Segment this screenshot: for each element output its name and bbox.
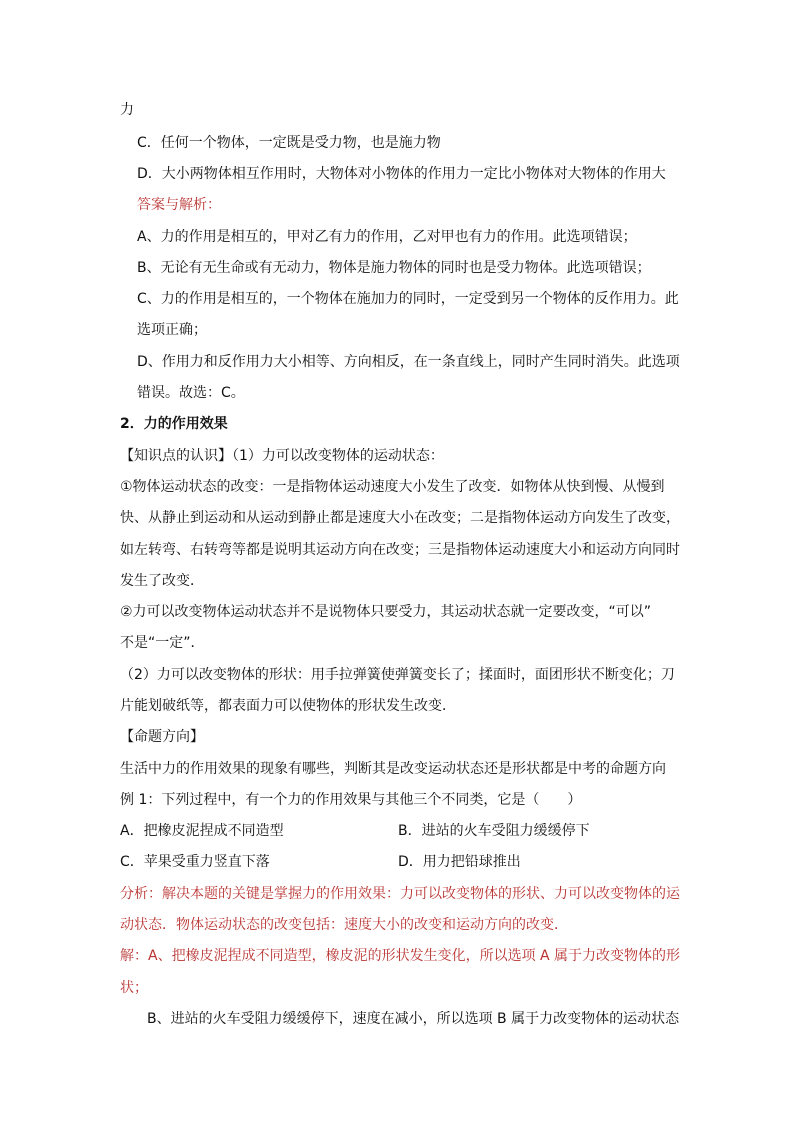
knowledge-item-1-line-3: 如左转弯、右转弯等都是说明其运动方向在改变；三是指物体运动速度大小和运动方向同时 (120, 542, 680, 558)
knowledge-item-1-line-4: 发生了改变． (120, 573, 204, 589)
knowledge-item-1-line-1: ①物体运动状态的改变：一是指物体运动速度大小发生了改变．如物体从快到慢、从慢到 (120, 479, 665, 495)
option-c-line: C．任何一个物体，一定既是受力物，也是施力物 (137, 135, 441, 151)
answer-a-line: A、力的作用是相互的，甲对乙有力的作用，乙对甲也有力的作用。此选项错误； (137, 229, 637, 245)
solution-b-line: B、进站的火车受阻力缓缓停下，速度在减小，所以选项 B 属于力改变物体的运动状态 (147, 1011, 680, 1027)
example-option-c: C．苹果受重力竖直下落 (120, 854, 270, 870)
example-question-line: 例 1：下列过程中，有一个力的作用效果与其他三个不同类，它是（ ） (120, 792, 582, 808)
analysis-line-1: 分析：解决本题的关键是掌握力的作用效果：力可以改变物体的形状、力可以改变物体的运 (120, 886, 680, 902)
solution-line-2: 状； (120, 980, 148, 996)
analysis-line-2: 动状态．物体运动状态的改变包括：速度大小的改变和运动方向的改变． (120, 917, 568, 933)
example-option-d: D．用力把铅球推出 (398, 854, 521, 870)
example-option-b: B．进站的火车受阻力缓缓停下 (398, 823, 590, 839)
answer-c-line-1: C、力的作用是相互的，一个物体在施加力的同时，一定受到另一个物体的反作用力。此 (137, 291, 679, 307)
shape-change-line-1: （2）力可以改变物体的形状：用手拉弹簧使弹簧变长了；揉面时，面团形状不断变化；刀 (120, 667, 675, 683)
example-option-a: A．把橡皮泥捏成不同造型 (120, 823, 284, 839)
knowledge-item-2-line-2: 不是“一定”． (120, 635, 205, 651)
question-direction-line: 生活中力的作用效果的现象有哪些，判断其是改变运动状态还是形状都是中考的命题方向 (120, 761, 666, 777)
section-heading: 2．力的作用效果 (120, 416, 228, 432)
option-d-line: D．大小两物体相互作用时，大物体对小物体的作用力一定比小物体对大物体的作用大 (137, 166, 666, 182)
text-line-continuation: 力 (120, 102, 134, 118)
knowledge-item-2-line-1: ②力可以改变物体运动状态并不是说物体只要受力，其运动状态就一定要改变，“可以” (120, 604, 652, 620)
answer-d-line-1: D、作用力和反作用力大小相等、方向相反，在一条直线上，同时产生同时消失。此选项 (137, 354, 680, 370)
answer-c-line-2: 选项正确； (137, 322, 207, 338)
knowledge-point-line: 【知识点的认识】（1）力可以改变物体的运动状态： (120, 448, 444, 464)
answer-d-line-2: 错误。故选：C。 (137, 385, 245, 401)
solution-line-1: 解：A、把橡皮泥捏成不同造型，橡皮泥的形状发生变化，所以选项 A 属于力改变物体的形 (120, 948, 681, 964)
question-direction-heading: 【命题方向】 (120, 729, 204, 745)
answer-b-line: B、无论有无生命或有无动力，物体是施力物体的同时也是受力物体。此选项错误； (137, 260, 651, 276)
answer-heading: 答案与解析： (137, 197, 221, 213)
shape-change-line-2: 片能划破纸等，都表面力可以使物体的形状发生改变． (120, 698, 456, 714)
knowledge-item-1-line-2: 快、从静止到运动和从运动到静止都是速度大小在改变；二是指物体运动方向发生了改变， (120, 510, 680, 526)
